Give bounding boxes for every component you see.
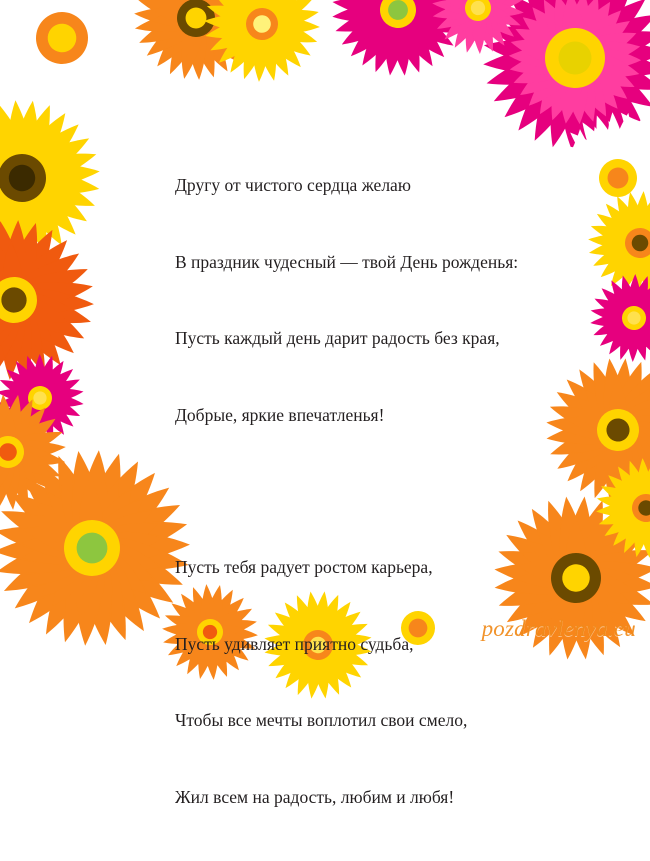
verse-line-2: В праздник чудесный — твой День рожденья: (175, 251, 519, 272)
verse-text-block (175, 122, 535, 861)
orange-gerbera-left-lower (0, 215, 99, 384)
verse-stanza-gap (175, 479, 535, 504)
yellow-daisy-top-center (201, 0, 323, 85)
site-watermark: pozdravlenya.eu (481, 616, 636, 641)
verse-line-5: Пусть тебя радует ростом карьера, (175, 557, 433, 577)
verse-line-6: Пусть удивляет приятно судьба, (175, 633, 414, 654)
verse-line-4: Добрые, яркие впечатленья! (175, 404, 385, 425)
verse-line-8: Жил всем на радость, любим и любя! (175, 786, 455, 807)
verse-line-1: Другу от чистого сердца желаю (175, 175, 411, 195)
white-daisy-top-left (0, 0, 147, 123)
verse-line-7: Чтобы все мечты воплотил свои смело, (175, 710, 468, 730)
verse-line-3: Пусть каждый день дарит радость без края, (175, 328, 500, 348)
